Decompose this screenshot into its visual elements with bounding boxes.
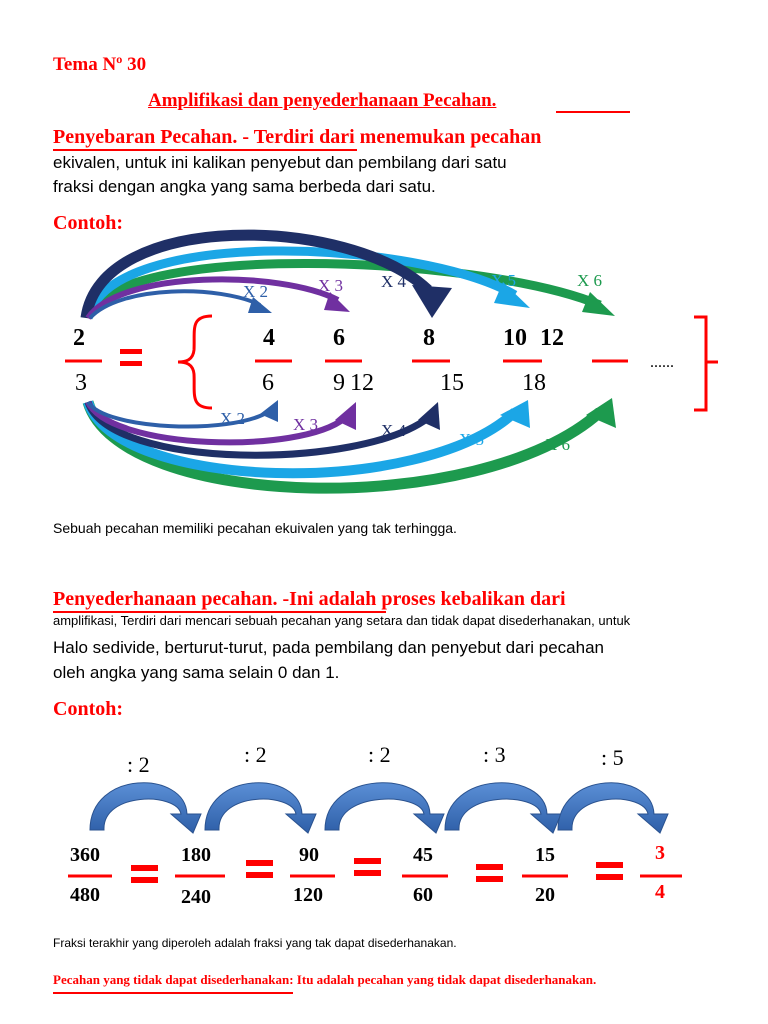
frac2-denominator-4: 60 (413, 884, 433, 906)
equiv-denominator-1: 6 (262, 370, 274, 396)
label-bottom-x2: X 2 (220, 409, 246, 428)
hop-arrow-4 (445, 783, 561, 833)
eq2-4-top (476, 864, 503, 870)
section1-heading: Penyebaran Pecahan. - Terdiri dari menemukan pecahan (53, 126, 542, 148)
eq2-1-top (131, 865, 158, 871)
frac2-numerator-1: 360 (70, 844, 100, 866)
frac2-numerator-4: 45 (413, 844, 433, 866)
tema-number: Tema Nº 30 (53, 54, 147, 75)
label-top-x2: X 2 (243, 282, 269, 301)
section1-line2: fraksi dengan angka yang sama berbeda dari satu. (53, 177, 436, 196)
frac2-denominator-2: 240 (181, 886, 211, 908)
equiv-numerator-4: 10 (503, 325, 527, 351)
label-bottom-x5: X 5 (459, 430, 485, 449)
frac2-denominator-1: 480 (70, 884, 100, 906)
equiv-numerator-5: 12 (540, 325, 564, 351)
section1-line1: ekivalen, untuk ini kalikan penyebut dan pembilang dari satu (53, 153, 507, 172)
frac2-denominator-3: 120 (293, 884, 323, 906)
eq2-5-top (596, 862, 623, 868)
footer-underline (53, 992, 293, 994)
divisor-label-1: : 2 (127, 752, 150, 777)
frac2-denominator-5: 20 (535, 884, 555, 906)
main-denominator: 3 (75, 370, 87, 396)
label-bottom-x6: X 6 (545, 435, 571, 454)
label-top-x6: X 6 (577, 271, 603, 290)
frac2-numerator-3: 90 (299, 844, 319, 866)
eq2-3-top (354, 858, 381, 864)
eq2-4-bot (476, 876, 503, 882)
section2-line1: Halo sedivide, berturut-turut, pada pembilang dan penyebut dari pecahan (53, 638, 604, 657)
divisor-label-5: : 5 (601, 745, 624, 770)
ellipsis: ...... (650, 354, 674, 371)
eq2-3-bot (354, 870, 381, 876)
eq2-5-bot (596, 874, 623, 880)
hop-arrow-3 (325, 783, 444, 833)
frac2-denominator-6: 4 (655, 881, 665, 903)
divisor-label-3: : 2 (368, 742, 391, 767)
hop-arrow-1 (90, 783, 201, 833)
label-top-x5: X 5 (491, 271, 517, 290)
section2-small-line: amplifikasi, Terdiri dari mencari sebuah pecahan yang setara dan tidak dapat disederhanakan, untuk (53, 613, 631, 628)
eq2-1-bot (131, 877, 158, 883)
section2-contoh: Contoh: (53, 698, 124, 720)
section2-line2: oleh angka yang sama selain 0 dan 1. (53, 663, 340, 682)
footer-note: Fraksi terakhir yang diperoleh adalah fraksi yang tak dapat disederhanakan. (53, 936, 457, 950)
label-bottom-x3: X 3 (293, 415, 319, 434)
page-title: Amplifikasi dan penyederhanaan Pecahan. (148, 90, 497, 111)
eq2-2-top (246, 860, 273, 866)
label-bottom-x4: X 4 (381, 421, 407, 440)
equiv-denominator-2: 9 (333, 370, 345, 396)
label-top-x4: X 4 (381, 272, 407, 291)
equiv-denominator-5: 18 (522, 370, 546, 396)
section1-contoh: Contoh: (53, 212, 124, 234)
hop-arrow-2 (205, 783, 316, 833)
equiv-numerator-1: 4 (263, 325, 275, 351)
label-top-x3: X 3 (318, 276, 344, 295)
divisor-label-4: : 3 (483, 742, 506, 767)
section2-heading: Penyederhanaan pecahan. -Ini adalah proses kebalikan dari (53, 588, 566, 610)
frac2-numerator-6: 3 (655, 842, 665, 864)
main-numerator: 2 (73, 325, 85, 351)
frac2-numerator-5: 15 (535, 844, 555, 866)
equiv-numerator-2: 6 (333, 325, 345, 351)
equiv-denominator-3: 12 (350, 370, 374, 396)
hop-arrow-5 (558, 783, 668, 833)
frac2-numerator-2: 180 (181, 844, 211, 866)
section1-note: Sebuah pecahan memiliki pecahan ekuivalen yang tak terhingga. (53, 520, 457, 536)
footer-definition: Pecahan yang tidak dapat disederhanakan: Itu adalah pecahan yang tidak dapat disederhanakan. (53, 972, 597, 987)
equiv-numerator-3: 8 (423, 325, 435, 351)
divisor-label-2: : 2 (244, 742, 267, 767)
equiv-denominator-4: 15 (440, 370, 464, 396)
eq2-2-bot (246, 872, 273, 878)
